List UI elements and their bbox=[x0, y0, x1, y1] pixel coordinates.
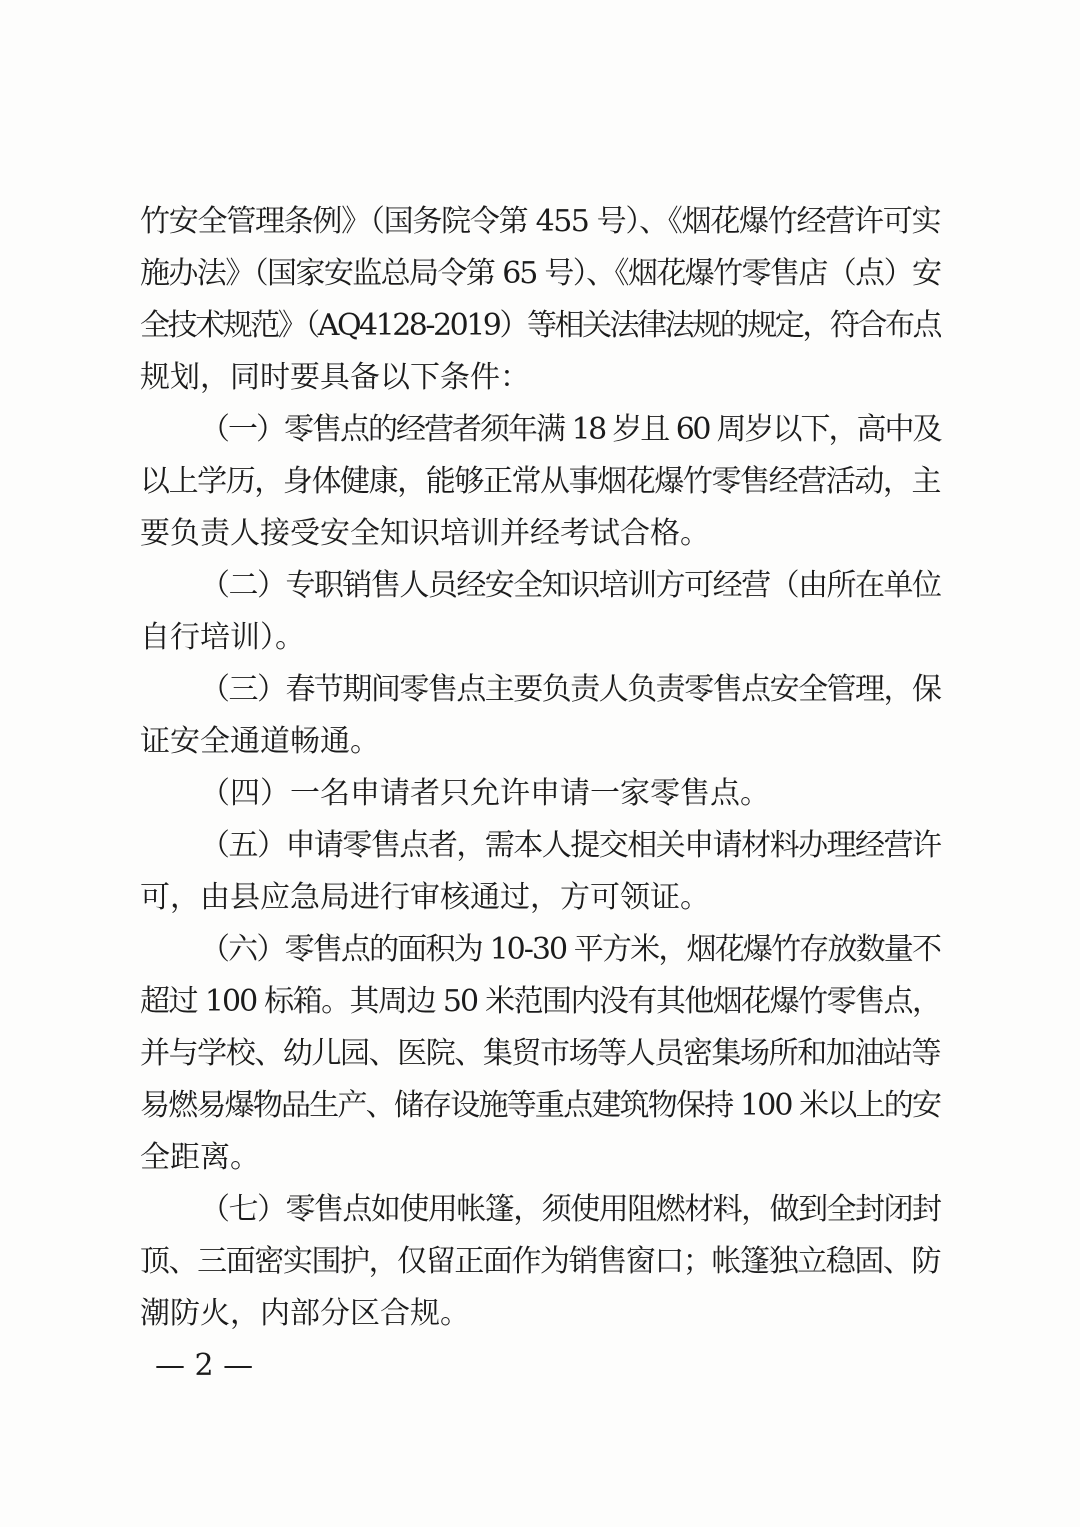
clause-3-line: （三）春节期间零售点主要负责人负责零售点安全管理，保 bbox=[200, 672, 940, 707]
body-line: 规划，同时要具备以下条件： bbox=[140, 360, 530, 395]
clause-7-line: 顶、三面密实围护，仅留正面作为销售窗口；帐篷独立稳固、防 bbox=[140, 1244, 940, 1279]
clause-1-line: 要负责人接受安全知识培训并经考试合格。 bbox=[140, 516, 710, 551]
clause-7-line: （七）零售点如使用帐篷，须使用阻燃材料，做到全封闭封 bbox=[200, 1192, 940, 1227]
body-line: 全技术规范》（AQ4128-2019）等相关法律法规的规定，符合布点 bbox=[140, 308, 940, 343]
clause-6-line: （六）零售点的面积为 10-30 平方米，烟花爆竹存放数量不 bbox=[200, 932, 940, 967]
clause-1-line: （一）零售点的经营者须年满 18 岁且 60 周岁以下，高中及 bbox=[200, 412, 940, 447]
clause-5-line: 可，由县应急局进行审核通过，方可领证。 bbox=[140, 880, 710, 915]
document-body bbox=[140, 196, 940, 1340]
body-line: 竹安全管理条例》（国务院令第 455 号）、《烟花爆竹经营许可实 bbox=[140, 204, 940, 239]
clause-5-line: （五）申请零售点者，需本人提交相关申请材料办理经营许 bbox=[200, 828, 940, 863]
clause-6-line: 并与学校、幼儿园、医院、集贸市场等人员密集场所和加油站等 bbox=[140, 1036, 940, 1071]
clause-2-line: 自行培训）。 bbox=[140, 620, 305, 655]
clause-1-line: 以上学历，身体健康，能够正常从事烟花爆竹零售经营活动，主 bbox=[140, 464, 940, 499]
clause-6-line: 易燃易爆物品生产、储存设施等重点建筑物保持 100 米以上的安 bbox=[140, 1088, 940, 1123]
clause-7-line: 潮防火，内部分区合规。 bbox=[140, 1296, 470, 1331]
clause-6-line: 全距离。 bbox=[140, 1140, 260, 1175]
clause-3-line: 证安全通道畅通。 bbox=[140, 724, 380, 759]
page-number: — 2 — bbox=[155, 1348, 254, 1383]
clause-4-line: （四）一名申请者只允许申请一家零售点。 bbox=[200, 776, 770, 811]
clause-6-line: 超过 100 标箱。其周边 50 米范围内没有其他烟花爆竹零售点， bbox=[140, 984, 940, 1019]
clause-2-line: （二）专职销售人员经安全知识培训方可经营（由所在单位 bbox=[200, 568, 940, 603]
body-line: 施办法》（国家安监总局令第 65 号）、《烟花爆竹零售店（点）安 bbox=[140, 256, 940, 291]
